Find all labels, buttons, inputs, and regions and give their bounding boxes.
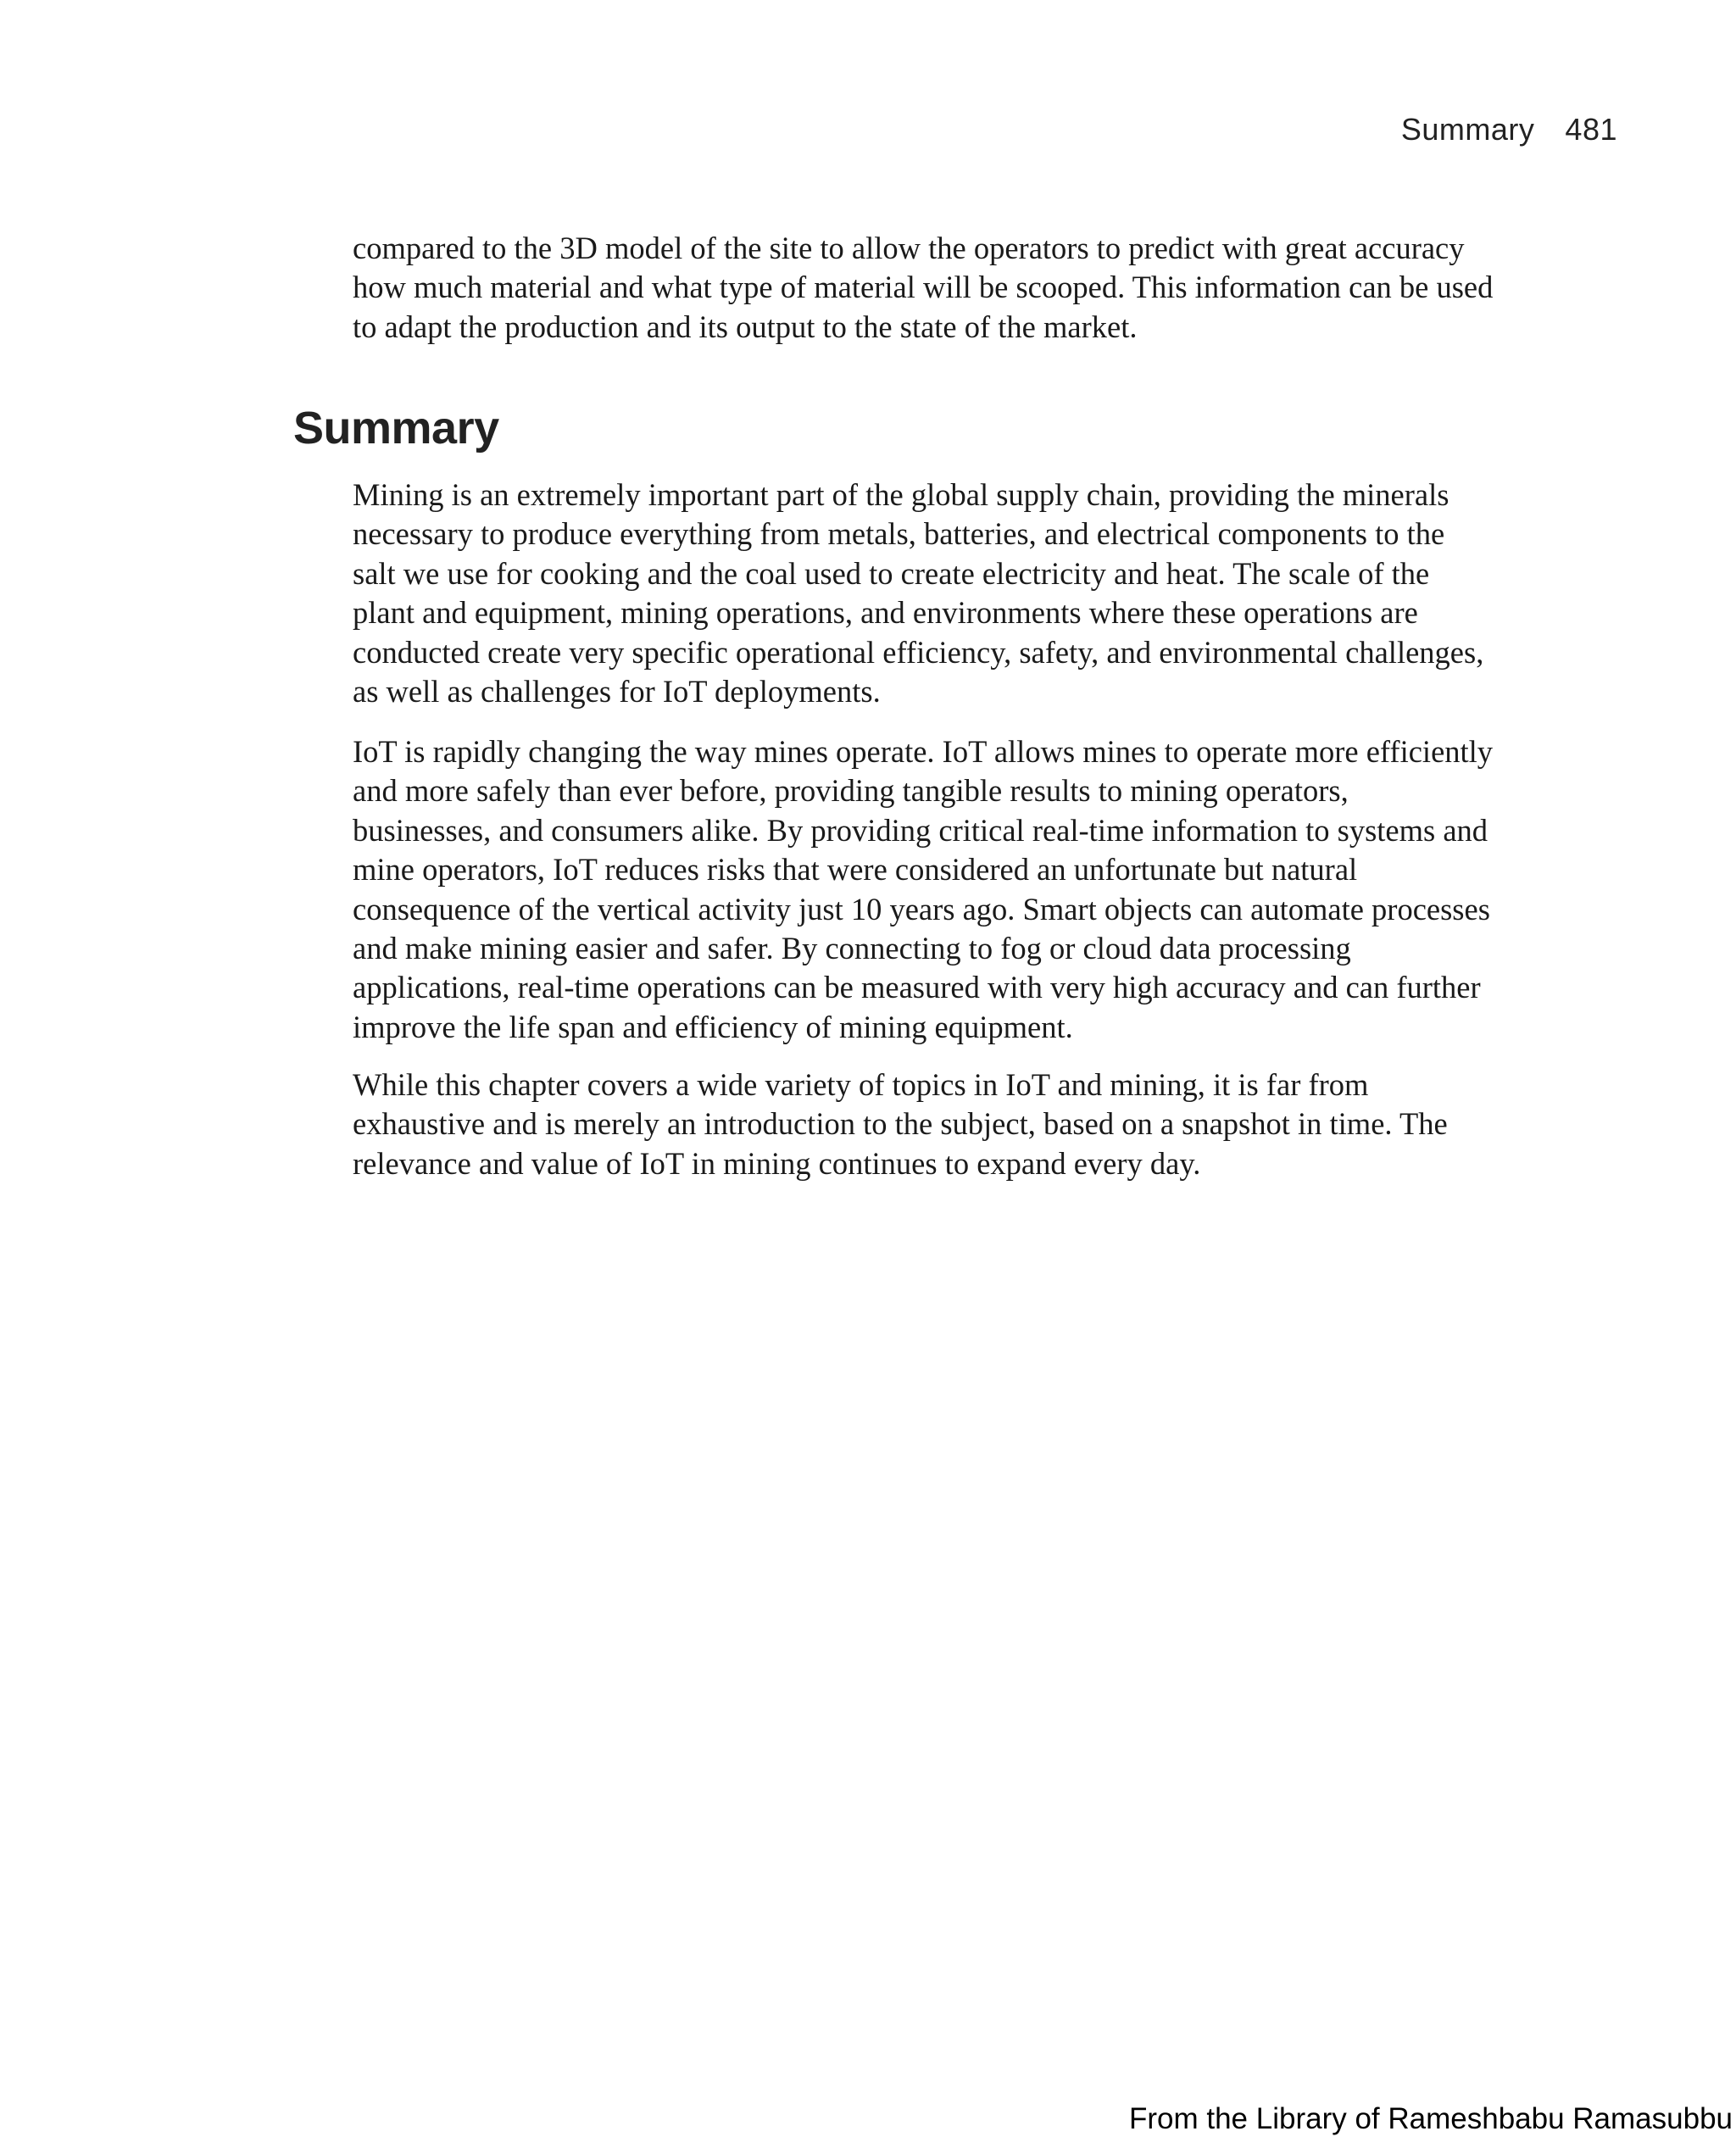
running-header bbox=[1401, 112, 1617, 147]
summary-paragraph-3: While this chapter covers a wide variety of topics in IoT and mining, it is far from exhaustive and is merely an introduction to the subject, based on a snapshot in time. The relevance and value of IoT in mining continues to expand every day. bbox=[353, 1067, 1448, 1181]
page-number: 481 bbox=[1565, 112, 1617, 147]
library-credit-footer: From the Library of Rameshbabu Ramasubbu bbox=[1128, 2102, 1733, 2135]
continued-paragraph: compared to the 3D model of the site to allow the operators to predict with great accuracy how much material and what type of material will be scooped. This information can be used to adapt the production and its output to the state of the market. bbox=[353, 231, 1494, 344]
summary-paragraph-2: IoT is rapidly changing the way mines operate. IoT allows mines to operate more efficiently and more safely than ever before, providing tangible results to mining operators, businesses, and consumers alike. By providing critical real-time information to systems and mine operators, IoT reduces risks that were considered an unfortunate but natural consequence of the vertical activity just 10 years ago. Smart objects can automate processes and make mining easier and safer. By connecting to fog or cloud data processing applications, real-time operations can be measured with very high accuracy and can further improve the life span and efficiency of mining equipment. bbox=[353, 734, 1494, 1044]
running-header-section-name: Summary bbox=[1400, 112, 1535, 147]
section-heading: Summary bbox=[293, 403, 499, 454]
summary-paragraph-1: Mining is an extremely important part of the global supply chain, providing the minerals necessary to produce everything from metals, batteries, and electrical components to the salt we use for cooking and the coal used to create electricity and heat. The scale of the plant and equipment, mining operations, and environments where these operations are conducted create very specific operational efficiency, safety, and environmental challenges, as well as challenges for IoT deployments. bbox=[353, 477, 1484, 710]
